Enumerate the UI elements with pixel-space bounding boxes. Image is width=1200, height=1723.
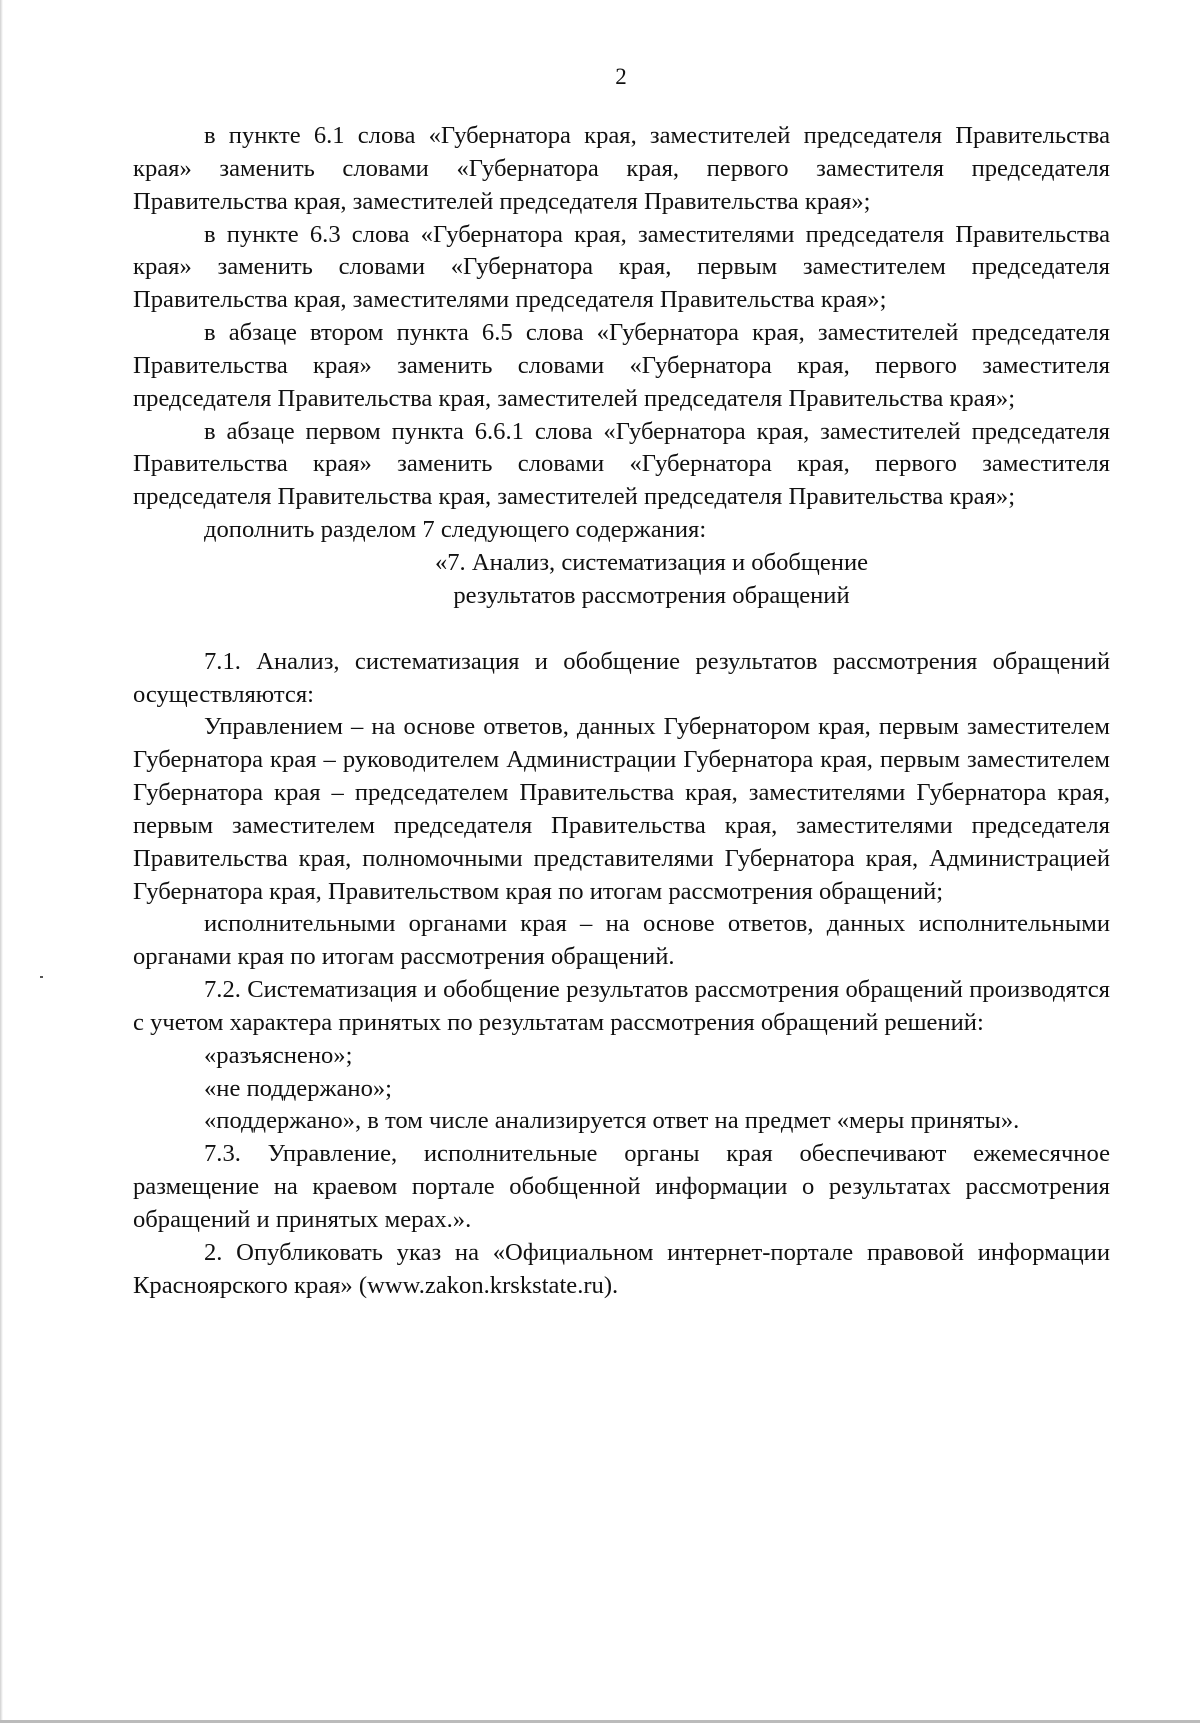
paragraph: в абзаце втором пункта 6.5 слова «Губернатора края, заместителей председателя Правительства края» заменить словами «Губернатора края, первого заместителя председателя Правительства края, заместителей председателя Правительства края»; (133, 319, 1110, 412)
paragraph: в пункте 6.3 слова «Губернатора края, заместителями председателя Правительства края» заменить словами «Губернатора края, первым заместителем председателя Правительства края, заместителями председателя Правительства края»; (133, 220, 1110, 314)
section-heading (133, 547, 1110, 613)
paragraph: 7.3. Управление, исполнительные органы края обеспечивают ежемесячное размещение на краевом портале обобщенной информации о результатах рассмотрения обращений и принятых мерах.». (133, 1140, 1110, 1233)
scan-speck (40, 976, 43, 978)
paragraph: 7.1. Анализ, систематизация и обобщение результатов рассмотрения обращений осуществляются: (133, 647, 1110, 708)
paragraph: Управлением – на основе ответов, данных Губернатором края, первым заместителем Губернатора края – руководителем Администрации Губернатора края, первым заместителем Губернатора края – председателем Правительства края, заместителями Губернатора края, первым заместителем председателя Правительства края, заместителями председателя Правительства края, полномочными представителями Губернатора края, Администрацией Губернатора края, Правительством края по итогам рассмотрения обращений; (133, 713, 1110, 905)
scan-edge (0, 0, 3, 1723)
paragraph: дополнить разделом 7 следующего содержания: (204, 516, 707, 544)
section-heading-line: «7. Анализ, систематизация и обобщение (434, 548, 869, 576)
paragraph: 2. Опубликовать указ на «Официальном интернет-портале правовой информации Красноярского края» (www.zakon.krskstate.ru). (133, 1238, 1110, 1299)
list-item: «разъяснено»; (204, 1041, 353, 1069)
blank-line (133, 613, 1110, 646)
document-body (133, 120, 1110, 1303)
paragraph: в абзаце первом пункта 6.6.1 слова «Губернатора края, заместителей председателя Правительства края» заменить словами «Губернатора края, первого заместителя председателя Правительства края, заместителей председателя Правительства края»; (133, 417, 1110, 511)
list-item: «не поддержано»; (204, 1074, 393, 1102)
paragraph: в пункте 6.1 слова «Губернатора края, заместителей председателя Правительства края» заменить словами «Губернатора края, первого заместителя председателя Правительства края, заместителей председателя Правительства края»; (133, 122, 1110, 215)
paragraph: 7.2. Систематизация и обобщение результатов рассмотрения обращений производятся с учетом характера принятых по результатам рассмотрения обращений решений: (133, 976, 1110, 1036)
section-heading-line: результатов рассмотрения обращений (453, 581, 850, 609)
list-item: «поддержано», в том числе анализируется ответ на предмет «меры приняты». (204, 1107, 1020, 1135)
page-number: 2 (615, 64, 627, 89)
paragraph: исполнительными органами края – на основе ответов, данных исполнительными органами края по итогам рассмотрения обращений. (133, 910, 1110, 971)
